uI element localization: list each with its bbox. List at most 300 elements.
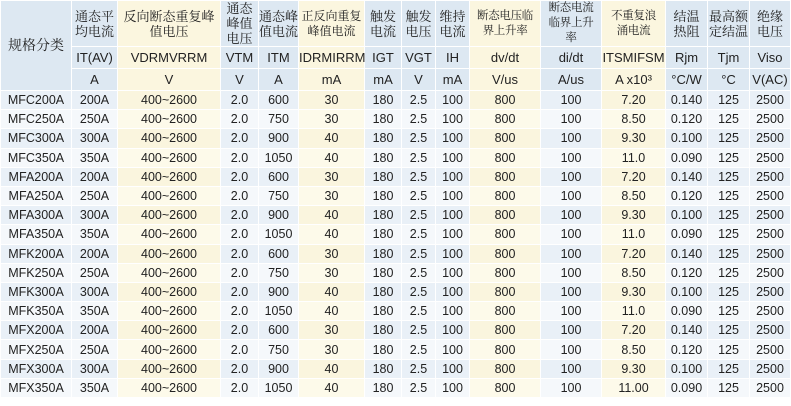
table-cell: 100 bbox=[436, 244, 470, 263]
table-cell: 400~2600 bbox=[118, 225, 221, 244]
model-cell: MFC250A bbox=[1, 110, 72, 129]
header-unit: °C/W bbox=[666, 69, 708, 91]
table-cell: 2.0 bbox=[221, 359, 259, 378]
table-cell: 900 bbox=[259, 129, 299, 148]
table-row bbox=[1, 340, 791, 359]
model-cell: MFA350A bbox=[1, 225, 72, 244]
table-cell: 400~2600 bbox=[118, 340, 221, 359]
table-cell: 800 bbox=[470, 167, 541, 186]
table-cell: 400~2600 bbox=[118, 206, 221, 225]
header-unit: A bbox=[72, 69, 118, 91]
table-cell: 400~2600 bbox=[118, 148, 221, 167]
table-cell: 250A bbox=[72, 110, 118, 129]
table-cell: 100 bbox=[541, 321, 602, 340]
model-cell: MFX200A bbox=[1, 321, 72, 340]
table-cell: 125 bbox=[708, 167, 750, 186]
header-symbol: di/dt bbox=[541, 47, 602, 69]
table-cell: 180 bbox=[365, 302, 402, 321]
header-symbol: ITM bbox=[259, 47, 299, 69]
header-unit: V bbox=[118, 69, 221, 91]
table-cell: 100 bbox=[541, 167, 602, 186]
table-cell: 0.090 bbox=[666, 302, 708, 321]
table-cell: 800 bbox=[470, 282, 541, 301]
table-cell: 800 bbox=[470, 340, 541, 359]
table-cell: 100 bbox=[436, 378, 470, 397]
table-cell: 180 bbox=[365, 167, 402, 186]
table-cell: 300A bbox=[72, 282, 118, 301]
table-cell: 125 bbox=[708, 91, 750, 110]
table-row bbox=[1, 244, 791, 263]
header-unit: V/us bbox=[470, 69, 541, 91]
table-cell: 2500 bbox=[750, 167, 791, 186]
header-symbol: IGT bbox=[365, 47, 402, 69]
table-cell: 125 bbox=[708, 110, 750, 129]
table-cell: 180 bbox=[365, 91, 402, 110]
table-cell: 100 bbox=[541, 263, 602, 282]
table-cell: 180 bbox=[365, 359, 402, 378]
header-unit: °C bbox=[708, 69, 750, 91]
table-cell: 2500 bbox=[750, 225, 791, 244]
table-cell: 2.0 bbox=[221, 129, 259, 148]
table-cell: 9.30 bbox=[602, 282, 666, 301]
table-row bbox=[1, 302, 791, 321]
corner-label: 规格分类 bbox=[1, 1, 72, 91]
table-cell: 400~2600 bbox=[118, 167, 221, 186]
table-cell: 900 bbox=[259, 206, 299, 225]
table-cell: 100 bbox=[436, 282, 470, 301]
table-cell: 800 bbox=[470, 148, 541, 167]
table-cell: 2500 bbox=[750, 186, 791, 205]
table-cell: 125 bbox=[708, 282, 750, 301]
table-cell: 30 bbox=[299, 91, 365, 110]
table-cell: 30 bbox=[299, 340, 365, 359]
table-cell: 800 bbox=[470, 206, 541, 225]
table-cell: 2.0 bbox=[221, 110, 259, 129]
table-cell: 250A bbox=[72, 340, 118, 359]
table-cell: 125 bbox=[708, 263, 750, 282]
table-cell: 40 bbox=[299, 302, 365, 321]
table-cell: 2500 bbox=[750, 91, 791, 110]
table-cell: 400~2600 bbox=[118, 302, 221, 321]
table-cell: 0.140 bbox=[666, 244, 708, 263]
header-name: 触发电压 bbox=[402, 1, 436, 47]
table-cell: 800 bbox=[470, 359, 541, 378]
header-unit: A bbox=[259, 69, 299, 91]
table-cell: 180 bbox=[365, 340, 402, 359]
table-cell: 2.0 bbox=[221, 167, 259, 186]
table-cell: 7.20 bbox=[602, 167, 666, 186]
table-cell: 1050 bbox=[259, 148, 299, 167]
table-cell: 125 bbox=[708, 321, 750, 340]
table-cell: 30 bbox=[299, 167, 365, 186]
table-cell: 9.30 bbox=[602, 359, 666, 378]
table-cell: 9.30 bbox=[602, 206, 666, 225]
table-cell: 600 bbox=[259, 167, 299, 186]
table-cell: 200A bbox=[72, 91, 118, 110]
table-row bbox=[1, 167, 791, 186]
table-cell: 125 bbox=[708, 244, 750, 263]
table-cell: 800 bbox=[470, 225, 541, 244]
model-cell: MFC300A bbox=[1, 129, 72, 148]
table-cell: 0.100 bbox=[666, 282, 708, 301]
spec-table-body bbox=[1, 91, 791, 398]
table-cell: 40 bbox=[299, 359, 365, 378]
table-cell: 30 bbox=[299, 244, 365, 263]
table-cell: 100 bbox=[436, 359, 470, 378]
table-cell: 0.120 bbox=[666, 340, 708, 359]
table-cell: 40 bbox=[299, 378, 365, 397]
table-cell: 180 bbox=[365, 321, 402, 340]
table-cell: 100 bbox=[541, 359, 602, 378]
table-cell: 2.5 bbox=[402, 167, 436, 186]
table-cell: 180 bbox=[365, 206, 402, 225]
table-cell: 180 bbox=[365, 110, 402, 129]
table-cell: 125 bbox=[708, 302, 750, 321]
table-row bbox=[1, 91, 791, 110]
model-cell: MFK200A bbox=[1, 244, 72, 263]
table-cell: 100 bbox=[541, 225, 602, 244]
header-name: 通态峰值电流 bbox=[259, 1, 299, 47]
header-unit: V bbox=[402, 69, 436, 91]
table-cell: 2500 bbox=[750, 321, 791, 340]
table-cell: 30 bbox=[299, 186, 365, 205]
header-symbol: VDRMVRRM bbox=[118, 47, 221, 69]
table-cell: 800 bbox=[470, 263, 541, 282]
table-cell: 100 bbox=[436, 186, 470, 205]
table-cell: 800 bbox=[470, 110, 541, 129]
table-row bbox=[1, 378, 791, 397]
table-row bbox=[1, 186, 791, 205]
table-cell: 100 bbox=[541, 244, 602, 263]
table-cell: 0.120 bbox=[666, 110, 708, 129]
table-cell: 2.5 bbox=[402, 340, 436, 359]
table-cell: 400~2600 bbox=[118, 110, 221, 129]
table-cell: 8.50 bbox=[602, 263, 666, 282]
table-cell: 30 bbox=[299, 321, 365, 340]
model-cell: MFC350A bbox=[1, 148, 72, 167]
table-row bbox=[1, 263, 791, 282]
table-cell: 180 bbox=[365, 148, 402, 167]
table-cell: 9.30 bbox=[602, 129, 666, 148]
header-symbol: IDRMIRRM bbox=[299, 47, 365, 69]
table-cell: 100 bbox=[541, 110, 602, 129]
header-name: 最高额定结温 bbox=[708, 1, 750, 47]
table-cell: 2.5 bbox=[402, 225, 436, 244]
table-cell: 400~2600 bbox=[118, 91, 221, 110]
model-cell: MFK300A bbox=[1, 282, 72, 301]
header-symbol: IH bbox=[436, 47, 470, 69]
table-cell: 2.5 bbox=[402, 244, 436, 263]
model-cell: MFX250A bbox=[1, 340, 72, 359]
header-symbol: ITSMIFSM bbox=[602, 47, 666, 69]
header-symbol: dv/dt bbox=[470, 47, 541, 69]
header-name: 结温热阻 bbox=[666, 1, 708, 47]
table-cell: 11.0 bbox=[602, 302, 666, 321]
table-cell: 100 bbox=[436, 321, 470, 340]
table-cell: 125 bbox=[708, 186, 750, 205]
table-cell: 100 bbox=[436, 225, 470, 244]
table-row bbox=[1, 129, 791, 148]
table-cell: 2.0 bbox=[221, 302, 259, 321]
model-cell: MFX350A bbox=[1, 378, 72, 397]
table-cell: 2500 bbox=[750, 340, 791, 359]
table-cell: 7.20 bbox=[602, 321, 666, 340]
table-cell: 2.0 bbox=[221, 321, 259, 340]
header-name: 正反向重复峰值电流 bbox=[299, 1, 365, 47]
table-cell: 11.0 bbox=[602, 225, 666, 244]
header-symbol: VTM bbox=[221, 47, 259, 69]
table-cell: 800 bbox=[470, 244, 541, 263]
table-cell: 0.140 bbox=[666, 167, 708, 186]
table-row bbox=[1, 359, 791, 378]
table-cell: 800 bbox=[470, 129, 541, 148]
table-cell: 600 bbox=[259, 244, 299, 263]
table-cell: 0.120 bbox=[666, 263, 708, 282]
table-cell: 2.5 bbox=[402, 263, 436, 282]
table-cell: 100 bbox=[436, 148, 470, 167]
table-cell: 100 bbox=[541, 206, 602, 225]
table-cell: 200A bbox=[72, 321, 118, 340]
table-cell: 2.5 bbox=[402, 110, 436, 129]
header-name: 断态电压临界上升率 bbox=[470, 1, 541, 47]
table-cell: 2.5 bbox=[402, 186, 436, 205]
table-cell: 750 bbox=[259, 110, 299, 129]
table-row bbox=[1, 282, 791, 301]
table-cell: 100 bbox=[541, 282, 602, 301]
table-cell: 300A bbox=[72, 129, 118, 148]
table-cell: 750 bbox=[259, 186, 299, 205]
table-cell: 40 bbox=[299, 282, 365, 301]
table-cell: 250A bbox=[72, 186, 118, 205]
table-cell: 600 bbox=[259, 91, 299, 110]
model-cell: MFA250A bbox=[1, 186, 72, 205]
table-cell: 7.20 bbox=[602, 244, 666, 263]
table-row bbox=[1, 321, 791, 340]
table-cell: 125 bbox=[708, 225, 750, 244]
table-cell: 40 bbox=[299, 206, 365, 225]
header-unit: V(AC) bbox=[750, 69, 791, 91]
header-name: 维持电流 bbox=[436, 1, 470, 47]
table-cell: 11.0 bbox=[602, 148, 666, 167]
table-cell: 350A bbox=[72, 225, 118, 244]
table-cell: 400~2600 bbox=[118, 359, 221, 378]
table-cell: 100 bbox=[541, 302, 602, 321]
header-unit: mA bbox=[436, 69, 470, 91]
table-cell: 900 bbox=[259, 282, 299, 301]
table-cell: 0.140 bbox=[666, 91, 708, 110]
header-symbol: Rjm bbox=[666, 47, 708, 69]
table-cell: 350A bbox=[72, 302, 118, 321]
table-cell: 2500 bbox=[750, 378, 791, 397]
table-cell: 400~2600 bbox=[118, 321, 221, 340]
table-cell: 2500 bbox=[750, 302, 791, 321]
table-cell: 125 bbox=[708, 206, 750, 225]
table-cell: 100 bbox=[436, 206, 470, 225]
header-symbol: IT(AV) bbox=[72, 47, 118, 69]
table-cell: 2.5 bbox=[402, 206, 436, 225]
table-cell: 100 bbox=[436, 302, 470, 321]
table-cell: 7.20 bbox=[602, 91, 666, 110]
table-cell: 11.00 bbox=[602, 378, 666, 397]
table-cell: 400~2600 bbox=[118, 186, 221, 205]
table-cell: 800 bbox=[470, 91, 541, 110]
table-cell: 900 bbox=[259, 359, 299, 378]
header-unit-row bbox=[1, 69, 791, 91]
header-name: 不重复浪涌电流 bbox=[602, 1, 666, 47]
table-cell: 0.090 bbox=[666, 225, 708, 244]
header-unit: A/us bbox=[541, 69, 602, 91]
table-cell: 180 bbox=[365, 186, 402, 205]
table-cell: 0.100 bbox=[666, 359, 708, 378]
model-cell: MFK250A bbox=[1, 263, 72, 282]
header-symbol: Tjm bbox=[708, 47, 750, 69]
table-cell: 2500 bbox=[750, 244, 791, 263]
table-cell: 2.5 bbox=[402, 129, 436, 148]
table-cell: 30 bbox=[299, 110, 365, 129]
table-cell: 100 bbox=[436, 167, 470, 186]
header-unit: V bbox=[221, 69, 259, 91]
table-cell: 40 bbox=[299, 148, 365, 167]
table-cell: 30 bbox=[299, 263, 365, 282]
table-row bbox=[1, 225, 791, 244]
table-cell: 2500 bbox=[750, 359, 791, 378]
table-cell: 2.5 bbox=[402, 378, 436, 397]
table-row bbox=[1, 206, 791, 225]
table-cell: 100 bbox=[436, 110, 470, 129]
table-cell: 400~2600 bbox=[118, 129, 221, 148]
table-cell: 2.5 bbox=[402, 91, 436, 110]
table-cell: 0.090 bbox=[666, 378, 708, 397]
table-cell: 400~2600 bbox=[118, 263, 221, 282]
model-cell: MFA300A bbox=[1, 206, 72, 225]
table-cell: 2.5 bbox=[402, 148, 436, 167]
header-name: 反向断态重复峰值电压 bbox=[118, 1, 221, 47]
table-cell: 2.0 bbox=[221, 225, 259, 244]
model-cell: MFA200A bbox=[1, 167, 72, 186]
table-cell: 180 bbox=[365, 244, 402, 263]
table-cell: 125 bbox=[708, 378, 750, 397]
table-cell: 100 bbox=[436, 340, 470, 359]
table-cell: 350A bbox=[72, 378, 118, 397]
table-cell: 400~2600 bbox=[118, 282, 221, 301]
header-unit: mA bbox=[299, 69, 365, 91]
table-cell: 300A bbox=[72, 359, 118, 378]
table-cell: 0.090 bbox=[666, 148, 708, 167]
table-cell: 250A bbox=[72, 263, 118, 282]
table-cell: 800 bbox=[470, 186, 541, 205]
table-row bbox=[1, 110, 791, 129]
table-cell: 600 bbox=[259, 321, 299, 340]
table-cell: 125 bbox=[708, 359, 750, 378]
header-symbol-row bbox=[1, 47, 791, 69]
table-cell: 125 bbox=[708, 129, 750, 148]
table-cell: 2500 bbox=[750, 206, 791, 225]
table-cell: 100 bbox=[541, 91, 602, 110]
table-cell: 2.0 bbox=[221, 263, 259, 282]
table-cell: 2.0 bbox=[221, 186, 259, 205]
table-cell: 2.0 bbox=[221, 378, 259, 397]
table-cell: 2.0 bbox=[221, 91, 259, 110]
table-cell: 8.50 bbox=[602, 110, 666, 129]
table-cell: 100 bbox=[541, 186, 602, 205]
table-cell: 2.0 bbox=[221, 340, 259, 359]
table-cell: 200A bbox=[72, 167, 118, 186]
table-cell: 100 bbox=[436, 129, 470, 148]
header-symbol: Viso bbox=[750, 47, 791, 69]
table-cell: 40 bbox=[299, 129, 365, 148]
table-cell: 400~2600 bbox=[118, 378, 221, 397]
header-symbol: VGT bbox=[402, 47, 436, 69]
header-name: 断态电流临界上升率 bbox=[541, 1, 602, 47]
table-cell: 40 bbox=[299, 225, 365, 244]
model-cell: MFC200A bbox=[1, 91, 72, 110]
table-cell: 100 bbox=[541, 129, 602, 148]
table-cell: 100 bbox=[541, 148, 602, 167]
table-cell: 2.5 bbox=[402, 282, 436, 301]
table-cell: 100 bbox=[436, 263, 470, 282]
model-cell: MFX300A bbox=[1, 359, 72, 378]
table-cell: 100 bbox=[436, 91, 470, 110]
table-cell: 2.0 bbox=[221, 148, 259, 167]
table-cell: 8.50 bbox=[602, 186, 666, 205]
table-cell: 0.140 bbox=[666, 321, 708, 340]
table-cell: 800 bbox=[470, 378, 541, 397]
table-cell: 2500 bbox=[750, 263, 791, 282]
header-name: 触发电流 bbox=[365, 1, 402, 47]
table-cell: 2.5 bbox=[402, 321, 436, 340]
table-cell: 180 bbox=[365, 282, 402, 301]
header-name: 通态峰值电压 bbox=[221, 1, 259, 47]
header-name-row bbox=[1, 1, 791, 47]
table-cell: 2.5 bbox=[402, 359, 436, 378]
table-cell: 1050 bbox=[259, 378, 299, 397]
table-cell: 300A bbox=[72, 206, 118, 225]
table-cell: 800 bbox=[470, 302, 541, 321]
table-cell: 180 bbox=[365, 129, 402, 148]
table-cell: 0.100 bbox=[666, 206, 708, 225]
table-cell: 2.0 bbox=[221, 244, 259, 263]
table-cell: 0.120 bbox=[666, 186, 708, 205]
table-cell: 2500 bbox=[750, 129, 791, 148]
header-unit: A x10³ bbox=[602, 69, 666, 91]
table-cell: 350A bbox=[72, 148, 118, 167]
header-name: 绝缘电压 bbox=[750, 1, 791, 47]
header-unit: mA bbox=[365, 69, 402, 91]
table-cell: 125 bbox=[708, 148, 750, 167]
table-cell: 200A bbox=[72, 244, 118, 263]
table-cell: 0.100 bbox=[666, 129, 708, 148]
table-cell: 180 bbox=[365, 378, 402, 397]
table-cell: 400~2600 bbox=[118, 244, 221, 263]
header-name: 通态平均电流 bbox=[72, 1, 118, 47]
table-cell: 2.0 bbox=[221, 282, 259, 301]
table-cell: 750 bbox=[259, 340, 299, 359]
table-row bbox=[1, 148, 791, 167]
table-cell: 2500 bbox=[750, 282, 791, 301]
table-cell: 2.0 bbox=[221, 206, 259, 225]
table-cell: 750 bbox=[259, 263, 299, 282]
table-cell: 180 bbox=[365, 263, 402, 282]
table-cell: 2.5 bbox=[402, 302, 436, 321]
table-cell: 2500 bbox=[750, 148, 791, 167]
table-cell: 100 bbox=[541, 340, 602, 359]
table-cell: 2500 bbox=[750, 110, 791, 129]
table-cell: 1050 bbox=[259, 302, 299, 321]
table-cell: 1050 bbox=[259, 225, 299, 244]
table-cell: 800 bbox=[470, 321, 541, 340]
model-cell: MFK350A bbox=[1, 302, 72, 321]
table-cell: 8.50 bbox=[602, 340, 666, 359]
